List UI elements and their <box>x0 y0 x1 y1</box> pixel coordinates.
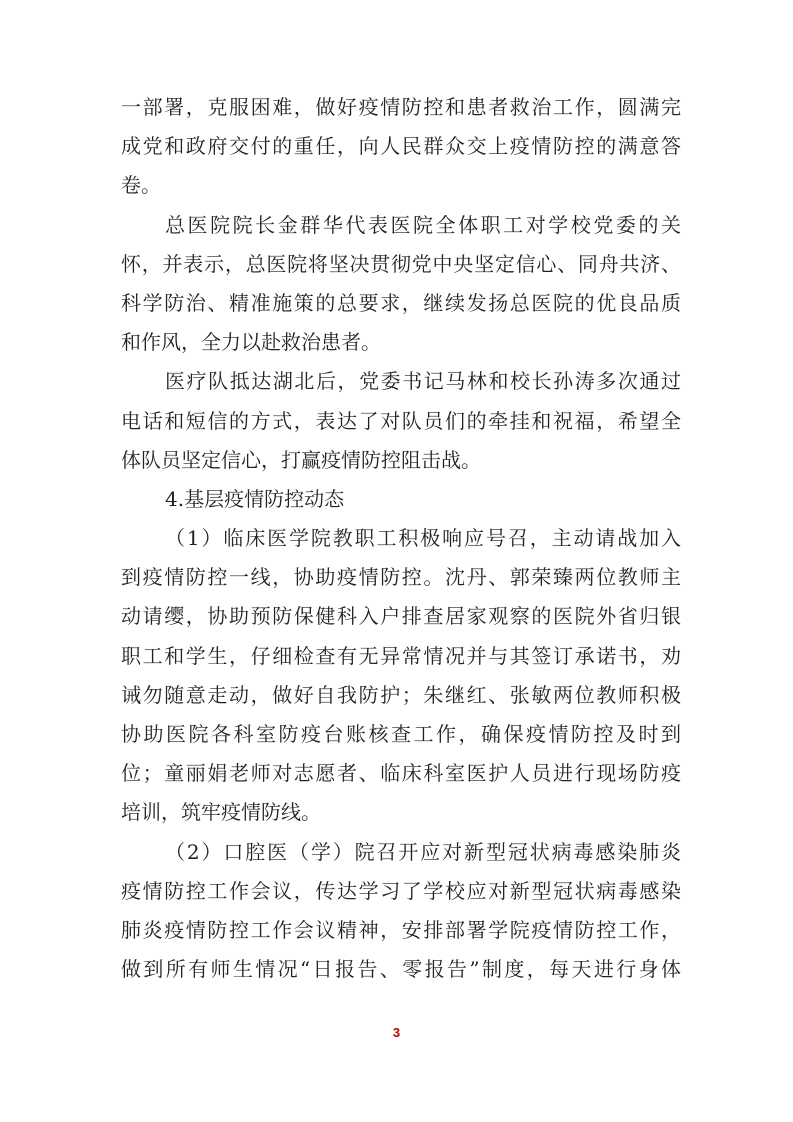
text-line: 培训，筑牢疫情防线。 <box>121 800 321 825</box>
text-line: （2）口腔医（学）院召开应对新型冠状病毒感染肺炎 <box>165 839 681 864</box>
text-line: 体队员坚定信心，打赢疫情防控阻击战。 <box>121 447 481 472</box>
text-line: 总医院院长金群华代表医院全体职工对学校党委的关 <box>165 212 681 237</box>
text-line: 位；童丽娟老师对志愿者、临床科室医护人员进行现场防疫 <box>121 761 681 786</box>
paragraph-continuation <box>121 88 681 206</box>
paragraph-hospital-president <box>121 206 681 363</box>
paragraph-clinical-college <box>121 519 681 833</box>
text-line: （1）临床医学院教职工积极响应号召，主动请战加入 <box>165 526 681 551</box>
paragraph-medical-team <box>121 362 681 480</box>
text-line: 卷。 <box>121 173 161 198</box>
text-line: 协助医院各科室防疫台账核查工作，确保疫情防控及时到 <box>121 722 681 746</box>
text-line: 肺炎疫情防控工作会议精神，安排部署学院疫情防控工作， <box>121 917 681 942</box>
text-line: 职工和学生，仔细检查有无异常情况并与其签订承诺书，劝 <box>121 643 681 668</box>
text-line: 成党和政府交付的重任，向人民群众交上疫情防控的满意答 <box>121 134 681 159</box>
text-line: 科学防治、精准施策的总要求，继续发扬总医院的优良品质 <box>121 290 681 315</box>
text-line: 电话和短信的方式，表达了对队员们的牵挂和祝福，希望全 <box>121 408 681 433</box>
page-number: 3 <box>392 1025 401 1040</box>
text-line: 和作风，全力以赴救治患者。 <box>121 330 381 355</box>
text-line: 诫勿随意走动，做好自我防护；朱继红、张敏两位教师积极 <box>121 682 681 707</box>
text-line: 疫情防控工作会议，传达学习了学校应对新型冠状病毒感染 <box>121 878 681 903</box>
text-line: 怀，并表示，总医院将坚决贯彻党中央坚定信心、同舟共济、 <box>121 251 681 276</box>
text-line: 一部署，克服困难，做好疫情防控和患者救治工作，圆满完 <box>121 95 681 119</box>
text-line: 到疫情防控一线，协助疫情防控。沈丹、郭荣臻两位教师主 <box>121 565 681 590</box>
text-line: 做到所有师生情况“日报告、零报告”制度，每天进行身体 <box>121 957 681 982</box>
paragraph-stomatology-college <box>121 833 681 990</box>
text-line: 动请缨，协助预防保健科入户排查居家观察的医院外省归银 <box>121 604 681 629</box>
text-line: 医疗队抵达湖北后，党委书记马林和校长孙涛多次通过 <box>165 369 681 394</box>
section-heading <box>121 480 681 519</box>
section-heading-text: 4.基层疫情防控动态 <box>165 486 345 511</box>
document-body <box>121 88 681 989</box>
